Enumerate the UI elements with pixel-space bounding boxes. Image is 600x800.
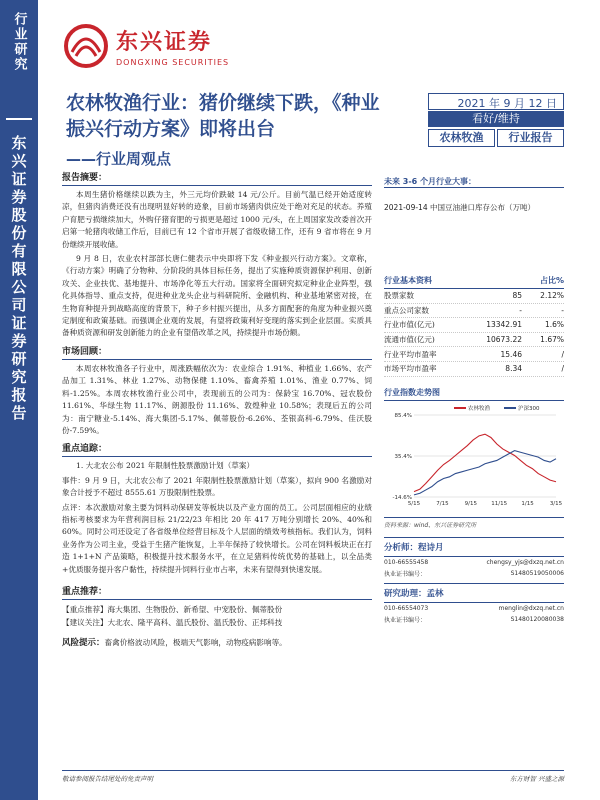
focus-item-1: 1. 大北农公布 2021 年限制性股票激励计划（草案） (76, 461, 255, 471)
industry-tag: 农林牧渔 (428, 129, 495, 147)
chart-x-tick: 7/15 (436, 500, 449, 507)
recommend-list: 【重点推荐】海大集团、生物股份、新希望、中宠股份、佩蒂股份 (62, 604, 283, 614)
watch-list: 【建议关注】大北农、隆平高科、温氏股份、温氏股份、正邦科技 (62, 617, 283, 627)
footer-slogan: 东方财智 兴盛之源 (509, 775, 564, 783)
report-meta (428, 93, 564, 147)
report-subtitle: ——行业周观点 (66, 150, 172, 168)
risk-note (62, 637, 372, 649)
table-row: 流通市值(亿元) 10673.22 1.67% (384, 333, 564, 348)
disclaimer-note: 敬请参阅报告结尾处的免责声明 (62, 775, 153, 783)
analyst-contact: 010-66555458 chengsy_yjs@dxzq.net.cn (384, 558, 564, 566)
recommend-heading: 重点推荐： (62, 582, 372, 600)
logo-mark-icon (62, 22, 110, 70)
chart-y-tick: -14.6% (392, 494, 412, 501)
chart-title: 行业指数走势图 (384, 387, 564, 401)
logo (62, 22, 229, 70)
sidebar-top (0, 0, 38, 110)
page-footer (62, 770, 564, 783)
main-content (62, 168, 372, 649)
analyst-block (384, 537, 564, 625)
focus-event: 事件：9 月 9 日，大北农公布了 2021 年限制性股票激励计划（草案），拟向 900 名激励对象合计授予不超过 8555.61 万股限制性股票。 (62, 475, 372, 498)
chart-x-tick: 5/15 (407, 500, 421, 507)
market-paragraph: 本周农林牧渔各子行业中，周涨跌幅依次为：农业综合 1.91%、种植业 1.66%、农产品加工 1.31%、林业 1.27%、动物保健 1.10%、畜禽养殖 1.01%、渔业 0.77%、饲料-1.25%。本周农林牧渔行业公司中，表现前五的公司为：保龄宝 16.70%、冠农股份 11.61%、华绿生物 11.17%、朗源股份 11.16%、敦煌种业 10.58%；表现后五的公司为：南宁糖业-5.14%、海大集团-5.17%、佩蒂股份-6.26%、荃银高科-6.79%、佳沃股份-7.59%。 (62, 363, 372, 435)
report-rating: 看好/维持 (428, 111, 564, 127)
industry-table-header (384, 275, 564, 289)
risk-label: 风险提示： (62, 637, 105, 648)
assistant-contact: 010-66554073 menglin@dxzq.net.cn (384, 604, 564, 612)
industry-table (384, 289, 564, 377)
sidebar-category: 行业研究 (11, 12, 27, 72)
sidebar-company: 东兴证券股份有限公司证券研究报告 (9, 135, 28, 423)
focus-heading: 重点追踪： (62, 439, 372, 457)
assistant-heading: 研究助理：孟林 (384, 583, 564, 603)
table-row: 行业平均市盈率 15.46 / (384, 347, 564, 362)
report-title: 农林牧渔行业：猪价继续下跌，《种业振兴行动方案》即将出台 (66, 92, 380, 140)
sidebar-divider (6, 118, 32, 120)
chart-y-tick: 85.4% (394, 412, 412, 419)
chart-series-line (414, 434, 556, 491)
chart-x-tick: 3/15 (549, 500, 563, 507)
summary-paragraph-1: 本周生猪价格继续以跌为主，外三元均价跌破 14 元/公斤。目前气温已经开始适度转凉，但猪肉消费还没有出现明显好转的迹象，目前市场猪肉供应处于绝对充足的状态。养殖户育肥亏损继续加大，外购仔猪育肥的亏损更是超过 1000 元/头，在上周国家发改委首次开启第一轮猪肉收储工作后，目前已有 12 个省市开展了省级收储工作，还有 9 省市将在 9 月份继续开展收储。 (62, 190, 372, 249)
logo-cn: 东兴证券 (116, 30, 213, 55)
analyst-cert: 执业证书编号： S1480519050006 (384, 569, 564, 578)
report-type-tag: 行业报告 (497, 129, 564, 147)
logo-en: DONGXING SECURITIES (116, 58, 230, 67)
summary-paragraph-2: 9 月 8 日，农业农村部部长唐仁健表示中央即将下发《种业振兴行动方案》。文章称，《行动方案》明确了分物种、分阶段的具体目标任务，提出了实施种质资源保护利用、创新攻关、企业扶优、基地提升、市场净化等五大行动。国家将全面研究拟定种业企业阵型，强化具体指导、重点支持，促进种业龙头企业与科研院所、金融机构、种业基地紧密对接，在生物育种提升到战略高度的背景下，种子乡村振兴提出，从多方面配套的角度为种业振兴奠定制度和政策基础。而强调企业观的发展，有望将政策利好变现的落实到企业层面。实质具备种质资源和研发创新能力的企业有望借改革之风，持续提升市场份额。 (62, 254, 372, 338)
table-row: 市场平均市盈率 8.34 / (384, 362, 564, 377)
industry-table-pct-header: 占比% (539, 276, 564, 285)
index-chart (384, 401, 564, 511)
market-heading: 市场回顾： (62, 342, 372, 360)
side-panel (384, 176, 564, 625)
table-row: 重点公司家数 - - (384, 304, 564, 319)
summary-heading: 报告摘要： (62, 168, 372, 186)
industry-table-title: 行业基本资料 (384, 276, 432, 285)
table-row: 行业市值(亿元) 13342.91 1.6% (384, 318, 564, 333)
assistant-cert: 执业证书编号： S1480120080038 (384, 615, 564, 624)
chart-legend-label: 沪深300 (518, 405, 540, 412)
report-date: 2021 年 9 月 12 日 (428, 93, 564, 110)
chart-x-tick: 11/15 (491, 500, 508, 507)
events-heading: 未来 3-6 个月行业大事： (384, 176, 564, 188)
event-item: 2021-09-14 中国豆油港口库存公布（万吨） (384, 203, 535, 212)
analyst-heading: 分析师：程诗月 (384, 537, 564, 557)
chart-y-tick: 35.4% (394, 453, 412, 460)
table-row: 股票家数 85 2.12% (384, 289, 564, 304)
chart-x-tick: 1/15 (521, 500, 534, 507)
chart-x-tick: 9/15 (464, 500, 477, 507)
focus-comment: 点评：本次激励对象主要为饲料动保研发等板块以及产业方面的员工。公司层面相应的业绩指标考核要求为年营利润目标 21/22/23 年相比 20 年 417 万吨分别增长 20%、40%和 60%。同时公司还设定了各省级单位经营目标及个人层面的绩效考核指标。我们认为，饲料业务作为公司主业，受益于生猪产能恢复，上半年保持了较快增长。公司在饲料板块正在打造 1+1+N 产品策略，积极提升技术服务水平，在立足猪料传统优势的基础上，以全品类+优质服务提升客户黏性，持续提升饲料行业市占率，未来有望得到快速发展。 (62, 502, 372, 574)
risk-text: 畜禽价格波动风险，极端天气影响，动物疫病影响等。 (104, 637, 287, 647)
sidebar-bottom (0, 135, 38, 435)
chart-source: 资料来源：wind、东兴证券研究所 (384, 517, 564, 529)
chart-legend-label: 农林牧渔 (468, 405, 491, 412)
